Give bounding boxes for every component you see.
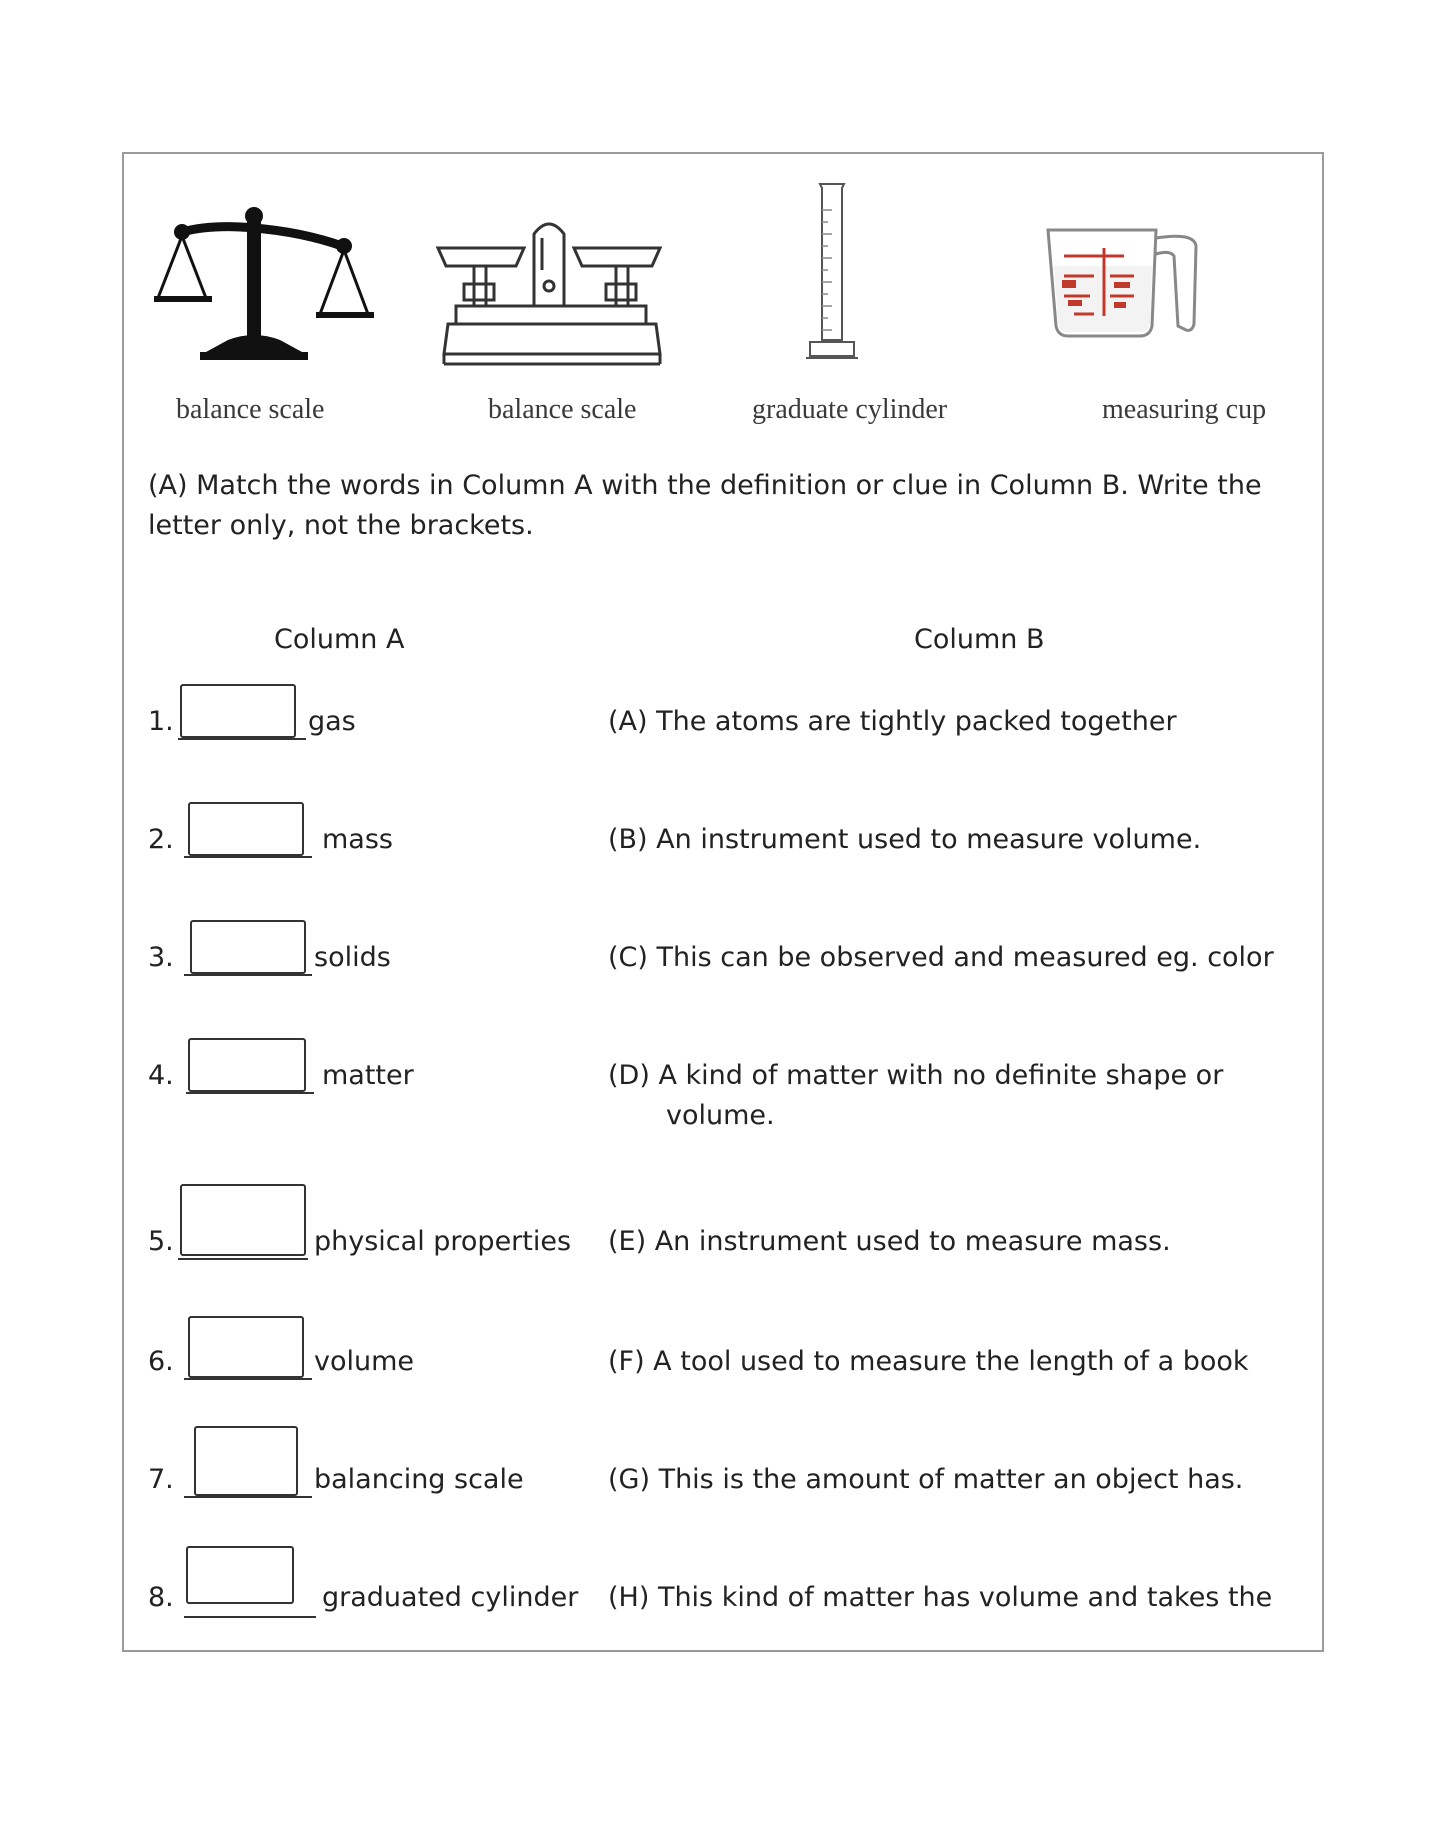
clue-text: (F) A tool used to measure the length of a book xyxy=(608,1346,1249,1377)
item-number: 5. xyxy=(148,1226,174,1257)
answer-underline xyxy=(184,1496,312,1498)
column-a-heading: Column A xyxy=(274,624,405,655)
term-label: balancing scale xyxy=(314,1464,524,1495)
answer-box[interactable] xyxy=(188,802,304,856)
match-row xyxy=(124,794,1324,874)
answer-box[interactable] xyxy=(180,684,296,738)
answer-underline xyxy=(186,1092,314,1094)
clue-text: (D) A kind of matter with no definite shape or volume. xyxy=(608,1056,1308,1136)
column-b-heading: Column B xyxy=(914,624,1045,655)
term-label: gas xyxy=(308,706,356,737)
answer-underline xyxy=(184,856,312,858)
item-number: 7. xyxy=(148,1464,174,1495)
term-label: solids xyxy=(314,942,391,973)
instructions: (A) Match the words in Column A with the definition or clue in Column B. Write the letter only, not the brackets. xyxy=(148,470,1262,541)
term-label: volume xyxy=(314,1346,415,1377)
graduated-cylinder-icon xyxy=(802,180,862,370)
term-label: physical properties xyxy=(314,1226,572,1257)
tool-label-graduate-cylinder: graduate cylinder xyxy=(752,394,948,425)
clue-text: (E) An instrument used to measure mass. xyxy=(608,1226,1171,1257)
clue-text: (B) An instrument used to measure volume. xyxy=(608,824,1202,855)
item-number: 1. xyxy=(148,706,174,737)
match-row xyxy=(124,1176,1324,1256)
match-row xyxy=(124,912,1324,992)
item-number: 4. xyxy=(148,1060,174,1091)
clue-text: (C) This can be observed and measured eg. color xyxy=(608,942,1274,973)
match-row xyxy=(124,1308,1324,1388)
term-label: graduated cylinder xyxy=(322,1582,579,1613)
clue-text: (A) The atoms are tightly packed together xyxy=(608,706,1177,737)
item-number: 2. xyxy=(148,824,174,855)
tool-label-measuring-cup: measuring cup xyxy=(1102,394,1267,425)
answer-box[interactable] xyxy=(186,1546,294,1604)
item-number: 8. xyxy=(148,1582,174,1613)
answer-underline xyxy=(184,974,312,976)
term-label: matter xyxy=(322,1060,414,1091)
answer-box[interactable] xyxy=(194,1426,298,1496)
answer-box[interactable] xyxy=(190,920,306,974)
term-label: mass xyxy=(322,824,393,855)
match-row xyxy=(124,1536,1324,1616)
tool-label-balance-scale-1: balance scale xyxy=(176,394,325,425)
answer-box[interactable] xyxy=(188,1316,304,1378)
measuring-cup-icon xyxy=(1044,226,1204,346)
tool-label-balance-scale-2: balance scale xyxy=(488,394,637,425)
answer-box[interactable] xyxy=(180,1184,306,1256)
pan-balance-scale-icon xyxy=(434,214,669,369)
clue-text: (H) This kind of matter has volume and takes the xyxy=(608,1582,1273,1613)
answer-box[interactable] xyxy=(188,1038,306,1092)
worksheet xyxy=(122,152,1324,1652)
answer-underline xyxy=(178,738,306,740)
item-number: 6. xyxy=(148,1346,174,1377)
answer-underline xyxy=(184,1378,312,1380)
match-row xyxy=(124,676,1324,756)
classic-balance-scale-icon xyxy=(152,202,382,372)
match-row xyxy=(124,1030,1324,1131)
answer-underline xyxy=(178,1258,308,1260)
clue-text-continued: volume. xyxy=(666,1100,775,1131)
match-row xyxy=(124,1416,1324,1496)
answer-underline xyxy=(184,1616,316,1618)
clue-text: (G) This is the amount of matter an object has. xyxy=(608,1464,1244,1495)
item-number: 3. xyxy=(148,942,174,973)
